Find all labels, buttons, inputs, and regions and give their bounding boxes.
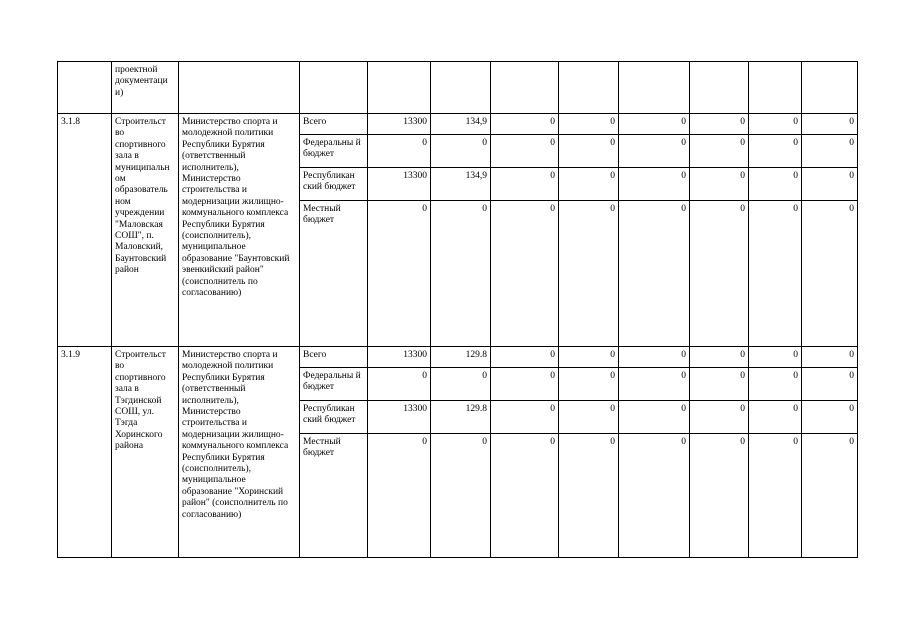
funding-value: 0 bbox=[619, 347, 690, 368]
value-cell bbox=[431, 62, 491, 114]
funding-value: 0 bbox=[431, 434, 491, 558]
funding-value: 0 bbox=[802, 114, 858, 135]
funding-value: 0 bbox=[749, 168, 802, 201]
table-row-continuation bbox=[58, 62, 858, 114]
funding-value: 0 bbox=[559, 401, 619, 434]
funding-value: 0 bbox=[749, 347, 802, 368]
value-cell bbox=[690, 62, 749, 114]
funding-value: 0 bbox=[559, 135, 619, 168]
funding-value: 0 bbox=[491, 135, 559, 168]
funding-value: 0 bbox=[749, 434, 802, 558]
value-cell bbox=[491, 62, 559, 114]
value-cell bbox=[619, 62, 690, 114]
value-cell bbox=[749, 62, 802, 114]
budget-table bbox=[57, 61, 858, 558]
funding-value: 0 bbox=[491, 434, 559, 558]
funding-value: 0 bbox=[690, 401, 749, 434]
funding-value: 0 bbox=[690, 368, 749, 401]
funding-value: 13300 bbox=[368, 401, 431, 434]
funding-value: 0 bbox=[619, 434, 690, 558]
funding-value: 0 bbox=[491, 368, 559, 401]
funding-value: 0 bbox=[690, 201, 749, 347]
activity-name-cell: проектной документаци и) bbox=[112, 62, 179, 114]
activity-name: Строительст во спортивного зала в муниципальн ом образователь ном учреждении "Маловская СОШ", п. Маловский, Баунтовский район bbox=[112, 114, 179, 347]
funding-value: 134,9 bbox=[431, 168, 491, 201]
funding-value: 0 bbox=[368, 201, 431, 347]
funding-source-label: Федеральны й бюджет bbox=[300, 135, 368, 168]
funding-value: 0 bbox=[690, 347, 749, 368]
funding-source-label: Республикан ский бюджет bbox=[300, 401, 368, 434]
table-row-3-1-8-total bbox=[58, 114, 858, 135]
funding-value: 0 bbox=[559, 347, 619, 368]
funding-value: 0 bbox=[619, 168, 690, 201]
table-row-3-1-9-total bbox=[58, 347, 858, 368]
funding-value: 0 bbox=[690, 135, 749, 168]
funding-value: 0 bbox=[559, 114, 619, 135]
funding-value: 0 bbox=[491, 201, 559, 347]
funding-value: 0 bbox=[690, 114, 749, 135]
funding-value: 0 bbox=[559, 368, 619, 401]
funding-value: 0 bbox=[802, 168, 858, 201]
funding-value: 0 bbox=[802, 434, 858, 558]
funding-value: 0 bbox=[431, 201, 491, 347]
funding-value: 0 bbox=[749, 201, 802, 347]
funding-value: 0 bbox=[559, 434, 619, 558]
activity-executor: Министерство спорта и молодежной политики Республики Бурятия (ответственный исполнитель), Министерство строительства и модернизации жилищно-коммунального комплекса Республики Бурятия (соисполнитель), муниципальное образование "Хоринский район" (соисполнитель по согласованию) bbox=[179, 347, 300, 558]
funding-value: 0 bbox=[749, 114, 802, 135]
funding-value: 134,9 bbox=[431, 114, 491, 135]
funding-value: 129.8 bbox=[431, 347, 491, 368]
funding-value: 0 bbox=[690, 434, 749, 558]
source-cell bbox=[300, 62, 368, 114]
activity-name: Строительст во спортивного зала в Тэгдинской СОШ, ул. Тэгда Хоринского района bbox=[112, 347, 179, 558]
funding-source-label: Федеральны й бюджет bbox=[300, 368, 368, 401]
funding-value: 0 bbox=[749, 368, 802, 401]
funding-value: 0 bbox=[559, 201, 619, 347]
funding-value: 0 bbox=[802, 401, 858, 434]
funding-source-label: Местный бюджет bbox=[300, 201, 368, 347]
value-cell bbox=[559, 62, 619, 114]
funding-value: 0 bbox=[802, 201, 858, 347]
funding-source-label: Всего bbox=[300, 347, 368, 368]
funding-value: 0 bbox=[619, 135, 690, 168]
funding-value: 0 bbox=[749, 135, 802, 168]
funding-value: 0 bbox=[690, 168, 749, 201]
funding-value: 13300 bbox=[368, 347, 431, 368]
funding-value: 0 bbox=[368, 434, 431, 558]
funding-value: 0 bbox=[431, 368, 491, 401]
executor-cell bbox=[179, 62, 300, 114]
activity-code: 3.1.8 bbox=[58, 114, 112, 347]
funding-value: 0 bbox=[368, 135, 431, 168]
funding-value: 0 bbox=[491, 114, 559, 135]
funding-value: 0 bbox=[619, 114, 690, 135]
funding-value: 0 bbox=[368, 368, 431, 401]
funding-source-label: Местный бюджет bbox=[300, 434, 368, 558]
funding-value: 0 bbox=[491, 347, 559, 368]
funding-value: 13300 bbox=[368, 114, 431, 135]
funding-value: 0 bbox=[619, 201, 690, 347]
funding-value: 13300 bbox=[368, 168, 431, 201]
funding-value: 0 bbox=[802, 368, 858, 401]
funding-value: 0 bbox=[802, 347, 858, 368]
funding-source-label: Республикан ский бюджет bbox=[300, 168, 368, 201]
funding-value: 0 bbox=[802, 135, 858, 168]
value-cell bbox=[368, 62, 431, 114]
funding-value: 0 bbox=[491, 401, 559, 434]
funding-value: 0 bbox=[559, 168, 619, 201]
funding-value: 0 bbox=[491, 168, 559, 201]
activity-code: 3.1.9 bbox=[58, 347, 112, 558]
funding-value: 0 bbox=[431, 135, 491, 168]
funding-value: 0 bbox=[619, 401, 690, 434]
funding-source-label: Всего bbox=[300, 114, 368, 135]
funding-value: 0 bbox=[749, 401, 802, 434]
funding-value: 129.8 bbox=[431, 401, 491, 434]
value-cell bbox=[802, 62, 858, 114]
code-cell bbox=[58, 62, 112, 114]
activity-executor: Министерство спорта и молодежной политики Республики Бурятия (ответственный исполнитель), Министерство строительства и модернизации жилищно-коммунального комплекса Республики Бурятия (соисполнитель), муниципальное образование "Баунтовский эвенкийский район" (соисполнитель по согласованию) bbox=[179, 114, 300, 347]
funding-value: 0 bbox=[619, 368, 690, 401]
